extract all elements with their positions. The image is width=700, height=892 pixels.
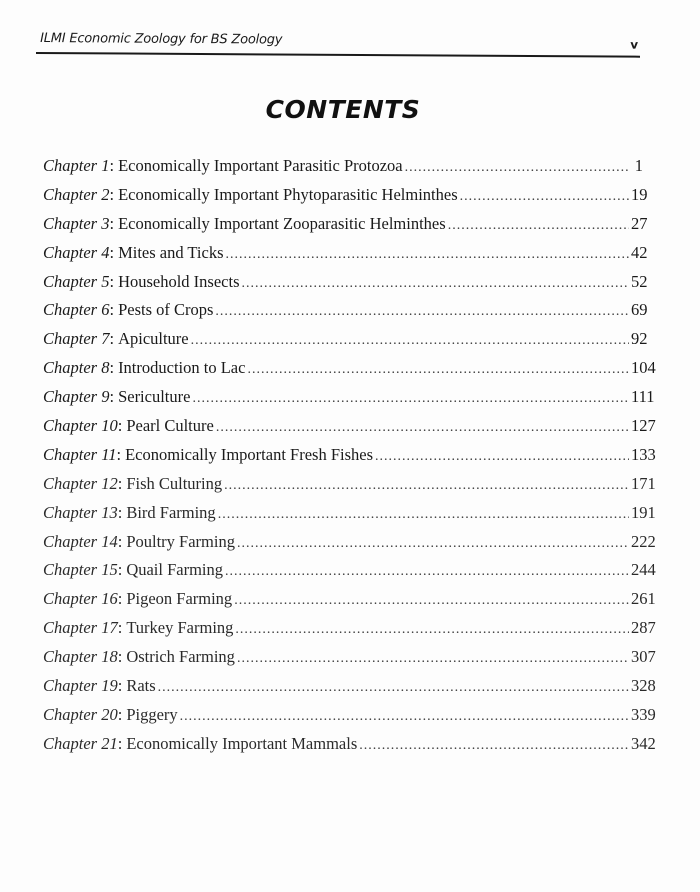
toc-entry-chapter-1[interactable] — [43, 156, 643, 185]
colon: : — [117, 618, 123, 638]
chapter-page-number: 19 — [631, 184, 648, 204]
colon: : — [109, 300, 115, 320]
toc-entry-chapter-8[interactable] — [43, 358, 656, 387]
dot-leader — [460, 189, 629, 205]
chapter-title: Poultry Farming — [126, 531, 235, 551]
dot-leader — [215, 304, 629, 320]
chapter-page-number: 191 — [631, 502, 656, 522]
table-of-contents — [43, 156, 656, 763]
dot-leader — [218, 507, 629, 523]
dot-leader — [235, 622, 629, 638]
page-number: v — [630, 37, 639, 52]
chapter-page-number: 104 — [631, 358, 656, 378]
dot-leader — [158, 680, 629, 696]
dot-leader — [405, 160, 629, 176]
chapter-title: Pearl Culture — [126, 416, 214, 436]
toc-entry-chapter-13[interactable] — [43, 502, 656, 532]
chapter-title: Pigeon Farming — [126, 589, 233, 609]
colon: : — [117, 473, 123, 493]
toc-entry-chapter-19[interactable] — [43, 676, 656, 705]
chapter-title: Economically Important Mammals — [126, 733, 358, 753]
chapter-label: Chapter 14 — [43, 531, 118, 551]
chapter-page-number: 92 — [631, 329, 648, 349]
chapter-label: Chapter 10 — [43, 416, 118, 436]
chapter-page-number: 111 — [631, 387, 655, 407]
colon: : — [117, 560, 123, 580]
colon: : — [109, 213, 115, 233]
chapter-page-number: 171 — [631, 473, 656, 493]
chapter-page-number: 222 — [631, 531, 656, 551]
dot-leader — [180, 709, 629, 725]
chapter-label: Chapter 9 — [43, 387, 110, 407]
chapter-page-number: 27 — [631, 213, 648, 233]
chapter-title: Bird Farming — [126, 502, 216, 522]
chapter-title: Mites and Ticks — [118, 242, 224, 262]
chapter-title: Fish Culturing — [126, 473, 223, 493]
dot-leader — [226, 247, 630, 263]
dot-leader — [375, 449, 629, 465]
colon: : — [109, 242, 115, 262]
chapter-title: Apiculture — [118, 329, 189, 349]
toc-entry-chapter-10[interactable] — [43, 416, 656, 445]
contents-heading: CONTENTS — [265, 95, 421, 124]
colon: : — [116, 444, 122, 464]
chapter-label: Chapter 13 — [43, 502, 118, 522]
chapter-title: Economically Important Parasitic Protozoa — [118, 156, 403, 175]
chapter-page-number: 127 — [631, 416, 656, 436]
chapter-title: Economically Important Phytoparasitic Helminthes — [118, 184, 458, 204]
colon: : — [109, 156, 115, 175]
chapter-page-number: 307 — [631, 647, 656, 667]
chapter-page-number: 287 — [631, 618, 656, 638]
colon: : — [117, 733, 123, 753]
colon: : — [117, 704, 123, 724]
chapter-label: Chapter 6 — [43, 300, 110, 320]
toc-entry-chapter-3[interactable] — [43, 213, 648, 243]
dot-leader — [225, 564, 629, 580]
toc-entry-chapter-15[interactable] — [43, 560, 656, 589]
chapter-label: Chapter 17 — [43, 618, 118, 638]
colon: : — [109, 271, 115, 291]
toc-entry-chapter-12[interactable] — [43, 473, 656, 503]
chapter-page-number: 339 — [631, 704, 656, 724]
chapter-title: Sericulture — [118, 387, 191, 407]
chapter-label: Chapter 19 — [43, 676, 118, 696]
dot-leader — [224, 478, 629, 494]
chapter-page-number: 42 — [631, 242, 648, 262]
running-title: ILMI Economic Zoology for BS Zoology — [40, 31, 283, 48]
toc-entry-chapter-21[interactable] — [43, 733, 656, 763]
chapter-label: Chapter 21 — [43, 733, 118, 753]
chapter-label: Chapter 8 — [43, 358, 110, 378]
running-header — [36, 28, 640, 58]
chapter-page-number: 261 — [631, 589, 656, 609]
chapter-label: Chapter 20 — [43, 704, 118, 724]
dot-leader — [216, 420, 629, 436]
toc-entry-chapter-9[interactable] — [43, 387, 655, 416]
toc-entry-chapter-4[interactable] — [43, 242, 648, 272]
chapter-label: Chapter 3 — [43, 213, 110, 233]
toc-entry-chapter-11[interactable] — [43, 444, 656, 474]
chapter-page-number: 342 — [631, 733, 656, 753]
dot-leader — [237, 651, 629, 667]
chapter-page-number: 52 — [631, 271, 648, 291]
chapter-title: Piggery — [126, 704, 178, 724]
chapter-page-number: 328 — [631, 676, 656, 696]
toc-entry-chapter-14[interactable] — [43, 531, 656, 561]
chapter-title: Economically Important Fresh Fishes — [125, 444, 374, 464]
chapter-label: Chapter 2 — [43, 184, 110, 204]
dot-leader — [448, 218, 629, 234]
dot-leader — [234, 593, 629, 609]
toc-entry-chapter-6[interactable] — [43, 300, 648, 329]
chapter-title: Introduction to Lac — [118, 358, 246, 378]
dot-leader — [192, 391, 629, 407]
chapter-title: Rats — [126, 676, 156, 696]
colon: : — [117, 502, 123, 522]
chapter-page-number: 244 — [631, 560, 656, 580]
chapter-page-number: 133 — [631, 444, 656, 464]
dot-leader — [191, 333, 629, 349]
chapter-title: Quail Farming — [126, 560, 224, 580]
chapter-label: Chapter 16 — [43, 589, 118, 609]
chapter-title: Economically Important Zooparasitic Helminthes — [118, 213, 446, 233]
toc-entry-chapter-16[interactable] — [43, 589, 656, 618]
colon: : — [117, 589, 123, 609]
chapter-label: Chapter 7 — [43, 329, 110, 349]
toc-entry-chapter-5[interactable] — [43, 271, 648, 301]
chapter-label: Chapter 18 — [43, 647, 118, 667]
dot-leader — [247, 362, 629, 378]
toc-entry-chapter-7[interactable] — [43, 329, 648, 358]
chapter-title: Pests of Crops — [118, 300, 214, 320]
colon: : — [109, 387, 115, 407]
toc-entry-chapter-20[interactable] — [43, 704, 656, 734]
colon: : — [117, 531, 123, 551]
colon: : — [117, 676, 123, 696]
dot-leader — [359, 738, 629, 754]
chapter-label: Chapter 1 — [43, 156, 110, 175]
toc-entry-chapter-17[interactable] — [43, 618, 656, 647]
toc-entry-chapter-18[interactable] — [43, 647, 656, 676]
colon: : — [117, 647, 123, 667]
chapter-page-number: 1 — [634, 156, 643, 175]
chapter-title: Ostrich Farming — [126, 647, 235, 667]
colon: : — [109, 358, 115, 378]
dot-leader — [237, 536, 629, 552]
colon: : — [109, 184, 115, 204]
chapter-label: Chapter 12 — [43, 473, 118, 493]
chapter-label: Chapter 15 — [43, 560, 118, 580]
chapter-label: Chapter 11 — [43, 444, 117, 464]
chapter-page-number: 69 — [631, 300, 648, 320]
chapter-title: Turkey Farming — [126, 618, 234, 638]
chapter-label: Chapter 5 — [43, 271, 110, 291]
dot-leader — [242, 276, 629, 292]
chapter-title: Household Insects — [118, 271, 240, 291]
colon: : — [109, 329, 115, 349]
toc-entry-chapter-2[interactable] — [43, 184, 648, 214]
colon: : — [117, 416, 123, 436]
chapter-label: Chapter 4 — [43, 242, 110, 262]
